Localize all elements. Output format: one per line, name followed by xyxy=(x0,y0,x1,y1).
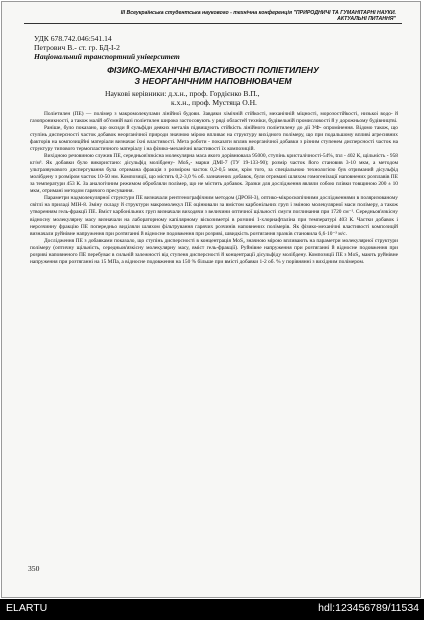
conference-line-1: III Всеукраїнська студентська наукового - технічна конференція "ПРИРОДНИЧІ ТА ГУМАНІТАРНІ НАУКИ. xyxy=(120,10,396,16)
repository-footer-bar xyxy=(0,599,424,620)
supervisors-line-1: Наукові керівники: д.х.н., проф. Гордієнко В.П., xyxy=(105,88,260,98)
paragraph-background: Раніше, було показано, що оксиди й сульфіди деяких металів підвищують стійкість лінійного поліетилену до дії УФ- опромінення. Відомо також, що ступінь дисперсності часток добавок неорганічної природи значною мірою впливає на структуру вихідного полімеру, що при подальшому впливі агресивних факторів на композиційні матеріали визначає їхні властивості. Мета роботи - показати вплив неорганічної добавки з різним ступенем дисперсності часток на структуру типового термопластичного матеріалу і на фізико-механічні властивості їх композицій. xyxy=(30,124,398,153)
conference-line-2: АКТУАЛЬНІ ПИТАННЯ" xyxy=(337,16,396,23)
udk-code: УДК 678.742.046:541.14 xyxy=(34,34,112,44)
repository-name: ELARTU xyxy=(6,602,48,614)
page-frame xyxy=(1,1,421,598)
paragraph-results: Дослідження ПЕ з добавками показало, що ступінь дисперсності в концентрація MoS₂ значною мірою впливають на параметри молекулярної структури полімеру (оптичну щільність, середньов'язкісну молекулярну масу, вміст гель-фракції). Руйнівне напруження при розтяганні й відносне подовження при розриві наповненого ПЕ перебуває в сильній залежності від ступеня дисперсності й концентрації дісульфіду молібдену. Композиції ПЕ з MoS₂ мають руйнівне напруження при розтяганні на 15 МПа, а відносне подовження на 150 % більше при вмісті добавки 1-2 об. % у порівнянні з вихідним полімером. xyxy=(30,237,398,265)
university-name: Національний транспортний університет xyxy=(34,52,180,62)
handle-link[interactable]: hdl:123456789/11534 xyxy=(318,602,419,614)
conference-header xyxy=(24,10,402,24)
paper-title xyxy=(24,65,402,85)
paragraph-intro: Поліетилен (ПЕ) — полімер з макромолекулами лінійної будови. Завдяки хімічній стійкості, механічній міцності, морозостійкості, низькоі водо- й газопроникності, а також малій об'ємній вазі поліетилен широко застосовують у ряді областей техніки, будівельній промисловості й у дорожньому будівництві. xyxy=(30,110,398,124)
paragraph-methods: Параметри надмолекулярної структури ПЕ визначали рентгенографічним методом (ДРОН-3), оптико-мікроскопічними дослідженнями в поляризованому світлі на приладі МІН-8. Зміну складу й структури макромолекул ПЕ оцінювали за вмістом карбонільних груп і зміною молекулярної маси полімеру, а також утворенням гель-фракції ПЕ. Вміст карбонільних груп визначали виходячи з величини оптичної щільності смуги поглинання при 1720 см⁻¹. Середньов'язкісну відносну молекулярну масу визначали на лабораторному капілярному віскозиметрі в розчині 1-хлорнафталіна при температурі 403 К. Частки добавок і нерозчинну фракцію ПЕ попередньо виділяли шляхом фільтрування гарячих розчинів наповнених полімерів. Як фізико-механічні властивості композицій визначали руйнівне напруження при розтяганні й відносне подовження при розриві, швидкість розтягання зразків становила 6,6·10⁻³ м/с. xyxy=(30,195,398,237)
title-line-1: ФІЗИКО-МЕХАНІЧНІ ВЛАСТИВОСТІ ПОЛІЕТИЛЕНУ xyxy=(107,65,319,76)
paragraph-materials: Вихідною речовиною служив ПЕ, середньов'язкісна молекулярна маса якого дорівнювала 95000, ступінь кристалічності-54%, tпл - 402 К, щільність - 958 кг/м³. Як добавки було використано: дісульфід молібдену- MoS₂- марки ДМІ-7 (ТУ 19-133-90); розмір часток його становив 3-10 мкм, а методом ультразвукового диспергування була отримана фракція з розміром часток 0,2-0,5 мкм, крім того, за спеціальною технологією був отриманий дісульфід молібдену з розміром часток 10-50 нм. Композиції, що містять 0,2-3,0 % об. зазначених добавок, були отримані шляхом гомогенізації наповнених розплавів ПЕ за температури 453 К. За аналогічним режимом обробляли полімер, що не містить добавок. Зразки для дослідження являли собою плівки товщиною 200 ± 10 мкм, отримані методом гарячого пресування. xyxy=(30,153,398,195)
document-page xyxy=(24,8,402,598)
supervisors-line-2: к.х.н., проф. Мустяца О.Н. xyxy=(171,97,257,107)
author-line: Петрович В.- ст. гр. БД-І-2 xyxy=(34,43,120,53)
body-text xyxy=(24,111,402,266)
title-line-2: З НЕОРГАНІЧНИМ НАПОВНЮВАЧЕМ xyxy=(134,75,292,86)
page-number: 350 xyxy=(28,564,40,573)
